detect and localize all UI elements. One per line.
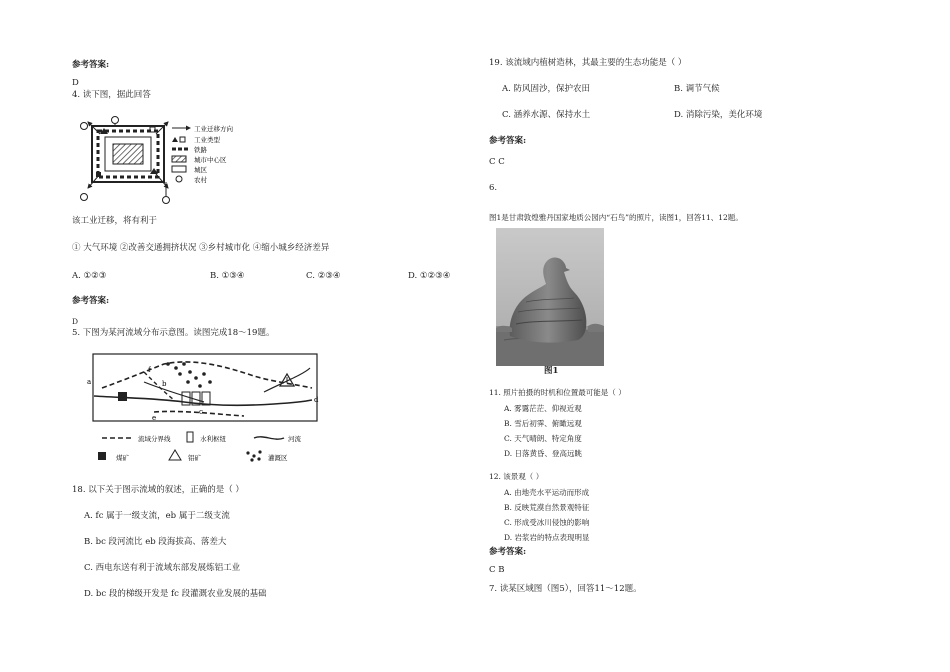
option-b: B. 反映荒漠自然景观特征 <box>504 503 590 512</box>
map-label-b: b <box>162 380 167 388</box>
map-label-a: a <box>87 378 92 386</box>
option-b: B. bc 段河流比 eb 段海拔高、落差大 <box>84 537 227 547</box>
legend-aluminium-mine: 铝矿 <box>188 454 201 462</box>
legend-hydro-junction: 水利枢纽 <box>200 435 226 443</box>
option-c: C. 涵养水源、保持水土 <box>502 110 591 120</box>
answer-value: D <box>72 317 79 326</box>
option-b: B. ①③④ <box>210 271 245 281</box>
option-c: C. 形成受冰川侵蚀的影响 <box>504 518 590 527</box>
answer-label: 参考答案: <box>72 60 110 70</box>
legend-irrigation-area: 灌溉区 <box>268 454 288 462</box>
option-d: D. 消除污染，美化环境 <box>674 110 763 120</box>
map-label-c: c <box>199 408 203 416</box>
option-d: D. ①②③④ <box>408 271 451 281</box>
question-12-title: 12. 该景观（ ） <box>489 472 544 481</box>
legend-railway: 铁路 <box>194 146 207 154</box>
answer-label: 参考答案: <box>72 296 110 306</box>
option-b: B. 雪后初霁、俯瞰远观 <box>504 419 582 428</box>
legend-coal-mine: 煤矿 <box>116 454 129 462</box>
question-11-title: 11. 照片拍摄的时机和位置最可能是（ ） <box>489 388 626 397</box>
option-d: D. 岩浆岩的特点表现明显 <box>504 533 590 542</box>
answer-value: C C <box>489 157 505 167</box>
river-basin-map <box>84 352 329 464</box>
question-5-title: 5. 下图为某河流域分布示意图。读图完成18～19题。 <box>72 328 275 338</box>
map-label-d: d <box>314 396 319 404</box>
photo-caption: 图1 <box>544 366 559 376</box>
option-a: A. fc 属于一级支流，eb 属于二级支流 <box>84 511 230 521</box>
map-label-f: f <box>148 366 151 374</box>
answer-label: 参考答案: <box>489 547 527 557</box>
legend-urban-area: 城区 <box>194 166 207 174</box>
option-c: C. 天气晴朗、特定角度 <box>504 434 582 443</box>
question-7-title: 7. 读某区域图（图5），回答11～12题。 <box>489 584 642 594</box>
question-19-title: 19. 该流域内植树造林，其最主要的生态功能是（ ） <box>489 58 687 68</box>
answer-label: 参考答案: <box>489 136 527 146</box>
map-label-e: e <box>152 414 157 422</box>
legend-city-center: 城市中心区 <box>194 156 227 164</box>
answer-value: C B <box>489 565 505 575</box>
option-c: C. 西电东送有利于流域东部发展炼铝工业 <box>84 563 241 573</box>
legend-basin-boundary: 流域分界线 <box>138 435 171 443</box>
legend-migration-direction: 工业迁移方向 <box>194 125 233 133</box>
option-d: D. 日落黄昏、登高远眺 <box>504 449 583 458</box>
question-6-intro: 图1是甘肃敦煌雅丹国家地质公园内“石鸟”的照片，读图1，回答11、12题。 <box>489 213 743 222</box>
option-b: B. 调节气候 <box>674 84 720 94</box>
question-18-title: 18. 以下关于图示流域的叙述，正确的是（ ） <box>72 485 244 495</box>
option-a: A. 由地壳水平运动而形成 <box>504 488 590 497</box>
question-6-number: 6. <box>489 183 498 193</box>
question-4-title: 4. 读下图，据此回答 <box>72 90 151 100</box>
option-a: A. 防风固沙，保护农田 <box>502 84 591 94</box>
option-c: C. ②③④ <box>306 271 341 281</box>
yardang-stone-bird-photo <box>496 228 604 366</box>
legend-river: 河流 <box>288 435 301 443</box>
question-4-items: ① 大气环境 ②改善交通拥挤状况 ③乡村城市化 ④缩小城乡经济差异 <box>72 243 330 253</box>
option-d: D. bc 段的梯级开发是 fc 段灌溉农业发展的基础 <box>84 589 267 599</box>
industry-migration-diagram <box>78 112 258 204</box>
answer-value: D <box>72 78 79 88</box>
question-4-stem: 该工业迁移，将有利于 <box>72 216 158 226</box>
option-a: A. ①②③ <box>72 271 107 281</box>
legend-rural: 农村 <box>194 176 207 184</box>
legend-industry-type: 工业类型 <box>194 136 220 144</box>
option-a: A. 雾霭茫茫、仰视近观 <box>504 404 582 413</box>
